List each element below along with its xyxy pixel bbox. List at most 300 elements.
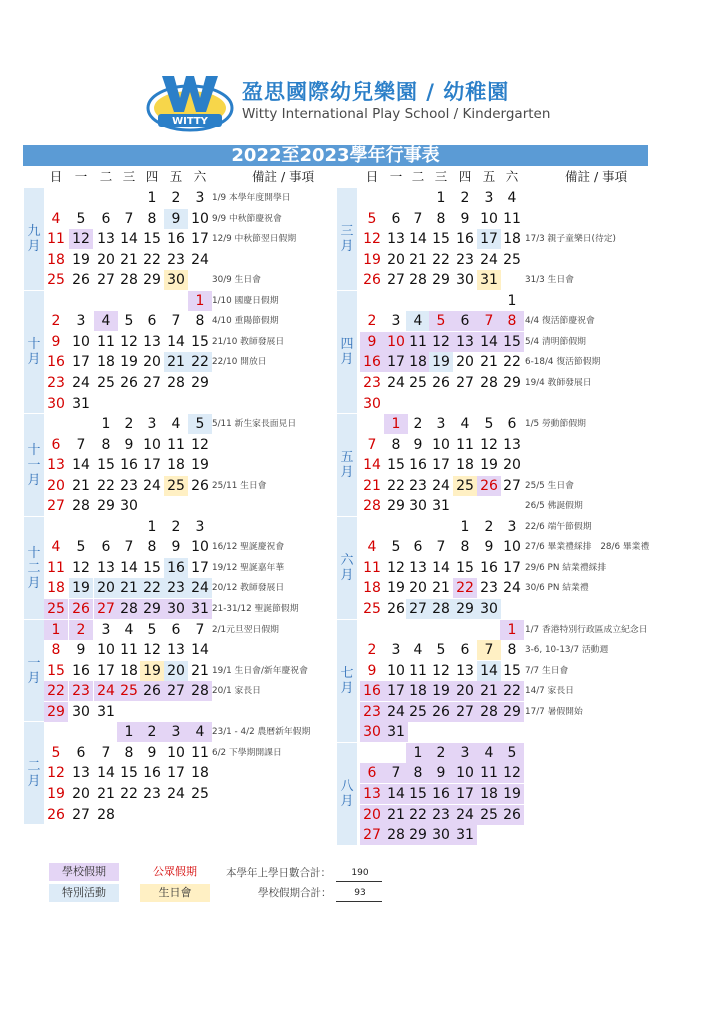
day-cell: 15 <box>456 559 474 576</box>
day-cell: 4 <box>413 642 423 659</box>
weekday-header: 六 <box>193 169 207 184</box>
event-note: 7/7 生日會 <box>525 665 569 676</box>
day-cell: 20 <box>94 578 118 598</box>
day-cell: 30 <box>47 395 65 412</box>
day-cell: 1 <box>500 620 524 640</box>
day-cell: 26 <box>69 599 93 619</box>
day-cell: 9 <box>484 539 494 556</box>
day-cell: 10 <box>143 436 161 453</box>
day-cell: 18 <box>47 251 65 268</box>
day-cell: 13 <box>47 457 65 474</box>
day-cell: 15 <box>120 765 138 782</box>
weekday-header: 六 <box>505 169 519 184</box>
day-cell: 15 <box>432 231 450 248</box>
day-cell: 2 <box>367 313 377 330</box>
day-cell: 22 <box>188 352 212 372</box>
day-cell: 22 <box>387 477 405 494</box>
day-cell: 7 <box>76 436 86 453</box>
event-note: 20/12 教師發展日 <box>212 583 285 594</box>
day-cell: 7 <box>477 640 501 660</box>
day-cell: 12 <box>429 332 453 352</box>
day-cell: 9 <box>76 642 86 659</box>
day-cell: 27 <box>72 806 90 823</box>
page-title: 2022至2023學年行事表 <box>23 145 648 166</box>
day-cell: 23 <box>360 702 384 722</box>
day-cell: 31 <box>432 498 450 515</box>
day-cell: 21 <box>120 251 138 268</box>
day-cell: 15 <box>191 333 209 350</box>
month-label: 三月 <box>340 224 354 255</box>
day-cell: 22 <box>432 251 450 268</box>
day-cell: 28 <box>480 374 498 391</box>
day-cell: 1 <box>117 722 141 742</box>
day-cell: 17 <box>453 784 477 804</box>
day-cell: 11 <box>47 231 65 248</box>
month-label: 二月 <box>27 758 41 789</box>
day-cell: 7 <box>367 436 377 453</box>
day-cell: 12 <box>363 231 381 248</box>
day-cell: 7 <box>195 621 205 638</box>
day-cell: 12 <box>432 662 450 679</box>
day-cell: 5 <box>500 743 524 763</box>
event-note: 12/9 中秋節翌日假期 <box>212 234 297 245</box>
day-cell: 3 <box>195 518 205 535</box>
day-cell: 16 <box>429 784 453 804</box>
day-cell: 3 <box>507 518 517 535</box>
day-cell: 19 <box>47 785 65 802</box>
day-cell: 8 <box>507 642 517 659</box>
day-cell: 20 <box>164 661 188 681</box>
day-cell: 7 <box>101 744 111 761</box>
day-cell: 20 <box>360 805 384 825</box>
day-cell: 10 <box>387 662 405 679</box>
day-cell: 4 <box>367 539 377 556</box>
school-name-english: Witty International Play School / Kindergarten <box>242 106 551 122</box>
day-cell: 21 <box>191 662 209 679</box>
day-cell: 4 <box>460 416 470 433</box>
day-cell: 15 <box>143 231 161 248</box>
day-cell: 17 <box>97 662 115 679</box>
day-cell: 6 <box>147 313 157 330</box>
day-cell: 14 <box>120 231 138 248</box>
event-note: 9/9 中秋節慶祝會 <box>212 213 282 224</box>
day-cell: 14 <box>191 642 209 659</box>
day-cell: 30 <box>409 498 427 515</box>
day-cell: 9 <box>460 210 470 227</box>
day-cell: 22 <box>97 477 115 494</box>
event-note: 17/7 暑假開始 <box>525 706 583 717</box>
day-cell: 11 <box>503 210 521 227</box>
day-cell: 1 <box>44 620 68 640</box>
day-cell: 22 <box>406 805 430 825</box>
day-cell: 4 <box>51 210 61 227</box>
day-cell: 21 <box>363 477 381 494</box>
day-cell: 5 <box>429 311 453 331</box>
day-cell: 3 <box>76 313 86 330</box>
day-cell: 20 <box>143 354 161 371</box>
event-note: 4/10 重陽節假期 <box>212 316 279 327</box>
month-label: 七月 <box>340 666 354 697</box>
day-cell: 29 <box>44 702 68 722</box>
day-cell: 31 <box>97 703 115 720</box>
day-cell: 28 <box>72 498 90 515</box>
month-label: 一月 <box>27 655 41 686</box>
day-cell: 16 <box>47 354 65 371</box>
day-cell: 31 <box>384 722 408 742</box>
day-cell: 27 <box>387 272 405 289</box>
day-cell: 8 <box>391 436 401 453</box>
day-cell: 18 <box>406 352 430 372</box>
day-cell: 25 <box>453 476 477 496</box>
day-cell: 2 <box>171 190 181 206</box>
day-cell: 26 <box>477 476 501 496</box>
day-cell: 24 <box>453 805 477 825</box>
month-label: 四月 <box>340 337 354 368</box>
weekday-header: 三 <box>434 169 448 184</box>
event-note: 31/3 生日會 <box>525 275 574 286</box>
day-cell: 23 <box>167 251 185 268</box>
day-cell: 18 <box>503 231 521 248</box>
event-note: 22/10 開放日 <box>212 357 267 368</box>
day-cell: 8 <box>101 436 111 453</box>
event-note: 2/1元旦翌日假期 <box>212 624 279 635</box>
day-cell: 14 <box>167 333 185 350</box>
day-cell: 19 <box>480 457 498 474</box>
day-cell: 11 <box>167 436 185 453</box>
event-note: 5/11 新生家長面見日 <box>212 419 297 430</box>
day-cell: 7 <box>384 763 408 783</box>
day-cell: 13 <box>167 642 185 659</box>
day-cell: 13 <box>503 436 521 453</box>
day-cell: 19 <box>429 352 453 372</box>
day-cell: 30 <box>120 498 138 515</box>
day-cell: 20 <box>503 457 521 474</box>
day-cell: 3 <box>391 642 401 659</box>
day-cell: 23 <box>164 578 188 598</box>
day-cell: 2 <box>429 743 453 763</box>
day-cell: 28 <box>167 374 185 391</box>
day-cell: 24 <box>432 477 450 494</box>
day-cell: 3 <box>391 313 401 330</box>
day-cell: 20 <box>72 785 90 802</box>
day-cell: 30 <box>477 599 501 619</box>
day-cell: 19 <box>191 457 209 474</box>
day-cell: 21 <box>409 251 427 268</box>
holidays-value: 93 <box>354 888 366 898</box>
day-cell: 18 <box>363 580 381 597</box>
day-cell: 25 <box>44 599 68 619</box>
day-cell: 12 <box>500 763 524 783</box>
day-cell: 18 <box>191 765 209 782</box>
day-cell: 27 <box>97 272 115 289</box>
month-label: 十二月 <box>27 545 41 591</box>
day-cell: 22 <box>500 681 524 701</box>
day-cell: 6 <box>460 642 470 659</box>
day-cell: 15 <box>500 332 524 352</box>
day-cell: 19 <box>140 661 164 681</box>
day-cell: 11 <box>409 662 427 679</box>
day-cell: 11 <box>47 559 65 576</box>
legend-birthday: 生日會 <box>140 884 210 902</box>
day-cell: 27 <box>406 599 430 619</box>
day-cell: 19 <box>387 580 405 597</box>
day-cell: 5 <box>188 414 212 434</box>
day-cell: 3 <box>453 743 477 763</box>
day-cell: 19 <box>69 578 93 598</box>
day-cell: 1 <box>460 518 470 535</box>
day-cell: 19 <box>72 251 90 268</box>
day-cell: 30 <box>456 272 474 289</box>
day-cell: 30 <box>164 599 188 619</box>
day-cell: 12 <box>387 559 405 576</box>
day-cell: 23 <box>47 374 65 391</box>
legend-school-holiday: 學校假期 <box>49 863 119 881</box>
day-cell: 20 <box>387 251 405 268</box>
day-cell: 30 <box>164 270 188 290</box>
day-cell: 19 <box>120 354 138 371</box>
day-cell: 5 <box>76 210 86 227</box>
event-note: 17/3 親子童樂日(待定) <box>525 234 616 245</box>
day-cell: 22 <box>503 354 521 371</box>
day-cell: 28 <box>363 498 381 515</box>
day-cell: 2 <box>69 620 93 640</box>
day-cell: 1 <box>436 190 446 206</box>
weekday-header: 五 <box>482 169 496 184</box>
day-cell: 4 <box>188 722 212 742</box>
day-cell: 10 <box>167 744 185 761</box>
day-cell: 12 <box>191 436 209 453</box>
day-cell: 16 <box>120 457 138 474</box>
weekday-header: 一 <box>74 169 88 184</box>
day-cell: 21 <box>432 580 450 597</box>
day-cell: 29 <box>453 599 477 619</box>
day-cell: 23 <box>363 374 381 391</box>
event-note: 21/10 教師發展日 <box>212 336 285 347</box>
event-note: 1/5 勞動節假期 <box>525 419 586 430</box>
day-cell: 22 <box>140 578 164 598</box>
day-cell: 29 <box>432 272 450 289</box>
day-cell: 1 <box>147 190 157 206</box>
day-cell: 6 <box>101 539 111 556</box>
day-cell: 4 <box>477 743 501 763</box>
day-cell: 27 <box>164 681 188 701</box>
day-cell: 29 <box>500 702 524 722</box>
day-cell: 17 <box>384 352 408 372</box>
legend-public-holiday: 公眾假期 <box>140 863 210 881</box>
day-cell: 3 <box>484 190 494 206</box>
day-cell: 5 <box>124 313 134 330</box>
day-cell: 8 <box>147 210 157 227</box>
day-cell: 1 <box>147 518 157 535</box>
holidays-label: 學校假期合計： <box>258 887 332 899</box>
day-cell: 26 <box>72 272 90 289</box>
month-label: 十一月 <box>27 442 41 488</box>
day-cell: 20 <box>47 477 65 494</box>
day-cell: 21 <box>97 785 115 802</box>
day-cell: 17 <box>143 457 161 474</box>
day-cell: 10 <box>503 539 521 556</box>
day-cell: 3 <box>436 416 446 433</box>
day-cell: 16 <box>164 558 188 578</box>
weekday-header: 五 <box>169 169 183 184</box>
school-days-underline <box>336 881 382 882</box>
day-cell: 17 <box>384 681 408 701</box>
day-cell: 24 <box>191 251 209 268</box>
day-cell: 21 <box>384 805 408 825</box>
day-cell: 30 <box>363 395 381 412</box>
day-cell: 26 <box>140 681 164 701</box>
day-cell: 9 <box>171 539 181 556</box>
day-cell: 16 <box>480 559 498 576</box>
day-cell: 19 <box>363 251 381 268</box>
day-cell: 12 <box>480 436 498 453</box>
day-cell: 23 <box>143 785 161 802</box>
day-cell: 9 <box>413 436 423 453</box>
day-cell: 13 <box>360 784 384 804</box>
day-cell: 21 <box>480 354 498 371</box>
day-cell: 23 <box>429 805 453 825</box>
day-cell: 31 <box>453 825 477 845</box>
notes-header: 備註 / 事項 <box>565 169 628 184</box>
day-cell: 15 <box>406 784 430 804</box>
day-cell: 9 <box>164 209 188 229</box>
day-cell: 3 <box>101 621 111 638</box>
day-cell: 25 <box>363 601 381 617</box>
day-cell: 6 <box>391 210 401 227</box>
day-cell: 15 <box>143 559 161 576</box>
day-cell: 3 <box>195 190 205 206</box>
school-days-value: 190 <box>351 868 369 878</box>
weekday-header: 四 <box>145 169 159 184</box>
day-cell: 27 <box>456 374 474 391</box>
day-cell: 28 <box>120 272 138 289</box>
day-cell: 8 <box>406 763 430 783</box>
day-cell: 27 <box>360 825 384 845</box>
event-note: 14/7 家長日 <box>525 686 574 697</box>
day-cell: 2 <box>140 722 164 742</box>
day-cell: 22 <box>453 578 477 598</box>
event-note: 3-6, 10-13/7 活動週 <box>525 645 609 656</box>
day-cell: 10 <box>432 436 450 453</box>
day-cell: 16 <box>360 352 384 372</box>
day-cell: 15 <box>503 662 521 679</box>
day-cell: 20 <box>456 354 474 371</box>
day-cell: 20 <box>97 251 115 268</box>
day-cell: 28 <box>188 681 212 701</box>
day-cell: 16 <box>360 681 384 701</box>
day-cell: 13 <box>453 332 477 352</box>
day-cell: 12 <box>120 333 138 350</box>
day-cell: 2 <box>367 642 377 659</box>
day-cell: 14 <box>72 457 90 474</box>
day-cell: 9 <box>360 332 384 352</box>
day-cell: 10 <box>384 332 408 352</box>
day-cell: 11 <box>97 333 115 350</box>
day-cell: 14 <box>477 332 501 352</box>
day-cell: 22 <box>44 681 68 701</box>
month-label: 十月 <box>27 337 41 368</box>
event-note: 27/6 畢業禮綵排 28/6 畢業禮 <box>525 542 650 553</box>
day-cell: 22 <box>143 251 161 268</box>
day-cell: 12 <box>143 642 161 659</box>
event-note: 25/5 生日會 <box>525 480 574 491</box>
day-cell: 30 <box>72 703 90 720</box>
event-note: 22/6 端午節假期 <box>525 521 592 532</box>
day-cell: 18 <box>47 580 65 597</box>
day-cell: 26 <box>432 374 450 391</box>
school-logo <box>146 72 666 136</box>
event-note: 30/6 PN 結業禮 <box>525 583 589 594</box>
day-cell: 15 <box>97 457 115 474</box>
day-cell: 29 <box>191 374 209 391</box>
day-cell: 27 <box>143 374 161 391</box>
day-cell: 19 <box>429 681 453 701</box>
day-cell: 5 <box>51 744 61 761</box>
day-cell: 7 <box>413 210 423 227</box>
day-cell: 13 <box>72 765 90 782</box>
day-cell: 10 <box>191 539 209 556</box>
day-cell: 15 <box>387 457 405 474</box>
day-cell: 25 <box>409 374 427 391</box>
day-cell: 1 <box>406 743 430 763</box>
day-cell: 6 <box>51 436 61 453</box>
day-cell: 22 <box>120 785 138 802</box>
month-label: 六月 <box>340 553 354 584</box>
day-cell: 15 <box>47 662 65 679</box>
day-cell: 10 <box>72 333 90 350</box>
day-cell: 31 <box>188 599 212 619</box>
weekday-header: 四 <box>458 169 472 184</box>
day-cell: 24 <box>143 477 161 494</box>
day-cell: 18 <box>406 681 430 701</box>
event-note: 19/12 聖誕嘉年華 <box>212 562 285 573</box>
logo-text: WITTY <box>172 116 208 127</box>
day-cell: 4 <box>507 190 517 206</box>
day-cell: 27 <box>453 702 477 722</box>
month-label: 八月 <box>340 779 354 810</box>
day-cell: 16 <box>143 765 161 782</box>
day-cell: 21 <box>72 477 90 494</box>
day-cell: 8 <box>51 642 61 659</box>
school-name-chinese: 盈思國際幼兒樂園 / 幼稚園 <box>242 80 510 104</box>
day-cell: 11 <box>406 332 430 352</box>
day-cell: 26 <box>363 272 381 289</box>
school-days-label: 本學年上學日數合計： <box>226 867 331 879</box>
day-cell: 26 <box>47 806 65 823</box>
day-cell: 13 <box>97 559 115 576</box>
day-cell: 18 <box>120 662 138 679</box>
day-cell: 31 <box>477 270 501 290</box>
day-cell: 7 <box>436 539 446 556</box>
day-cell: 17 <box>432 457 450 474</box>
day-cell: 14 <box>363 457 381 474</box>
day-cell: 28 <box>117 599 141 619</box>
day-cell: 29 <box>140 599 164 619</box>
day-cell: 3 <box>147 416 157 433</box>
day-cell: 21 <box>117 578 141 598</box>
day-cell: 25 <box>97 374 115 391</box>
day-cell: 20 <box>409 580 427 597</box>
event-note: 23/1 - 4/2 農曆新年假期 <box>212 727 311 738</box>
day-cell: 5 <box>367 210 377 227</box>
day-cell: 24 <box>503 580 521 597</box>
day-cell: 26 <box>429 702 453 722</box>
day-cell: 29 <box>387 498 405 515</box>
day-cell: 10 <box>453 763 477 783</box>
day-cell: 14 <box>97 765 115 782</box>
day-cell: 24 <box>94 681 118 701</box>
day-cell: 17 <box>191 231 209 248</box>
